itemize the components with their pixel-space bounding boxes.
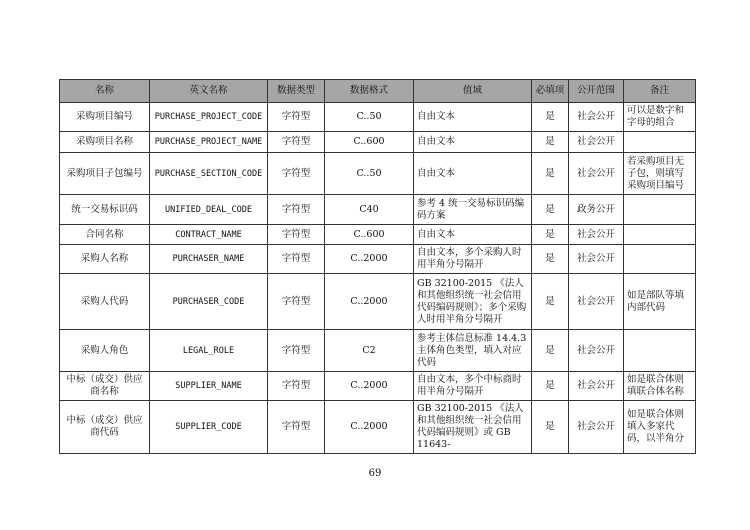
field-note [624,330,696,372]
field-format: C..2000 [325,274,414,330]
field-required: 是 [532,245,569,274]
field-data-type: 字符型 [268,330,325,372]
table-header-row [60,80,696,103]
field-scope: 社会公开 [569,330,624,372]
field-format: C40 [325,195,414,225]
table-row [60,245,696,274]
table-row [60,153,696,195]
field-format: C..50 [325,153,414,195]
field-note [624,132,696,153]
field-required: 是 [532,195,569,225]
field-english-name: UNIFIED_DEAL_CODE [150,195,268,225]
header-cell: 数据格式 [325,80,414,103]
table-row [60,195,696,225]
field-format: C..2000 [325,245,414,274]
field-english-name: PURCHASER_NAME [150,245,268,274]
field-english-name: PURCHASE_SECTION_CODE [150,153,268,195]
field-format: C..50 [325,103,414,132]
field-required: 是 [532,225,569,245]
field-scope: 社会公开 [569,401,624,454]
header-cell: 名称 [60,80,150,103]
field-name: 采购人名称 [60,245,150,274]
field-range: 自由文本，多个中标商时用半角分号隔开 [414,372,532,401]
table-row [60,132,696,153]
field-english-name: SUPPLIER_CODE [150,401,268,454]
field-required: 是 [532,103,569,132]
field-data-type: 字符型 [268,245,325,274]
field-scope: 政务公开 [569,195,624,225]
field-data-type: 字符型 [268,132,325,153]
header-cell: 英文名称 [150,80,268,103]
header-cell: 备注 [624,80,696,103]
table-row [60,225,696,245]
field-scope: 社会公开 [569,274,624,330]
field-range: 自由文本 [414,103,532,132]
field-name: 合同名称 [60,225,150,245]
field-name: 采购项目名称 [60,132,150,153]
field-note [624,225,696,245]
field-note: 如是部队等填内部代码 [624,274,696,330]
field-name: 中标（成交）供应商代码 [60,401,150,454]
field-format: C..2000 [325,401,414,454]
field-name: 统一交易标识码 [60,195,150,225]
field-range: 自由文本 [414,132,532,153]
field-name: 中标（成交）供应商名称 [60,372,150,401]
field-required: 是 [532,401,569,454]
field-range: 自由文本，多个采购人时用半角分号隔开 [414,245,532,274]
field-english-name: CONTRACT_NAME [150,225,268,245]
field-range: 自由文本 [414,225,532,245]
field-data-type: 字符型 [268,401,325,454]
field-note: 若采购项目无子包，则填写采购项目编号 [624,153,696,195]
field-scope: 社会公开 [569,103,624,132]
field-required: 是 [532,274,569,330]
header-cell: 必填项 [532,80,569,103]
field-note: 可以是数字和字母的组合 [624,103,696,132]
field-note: 如是联合体则填联合体名称 [624,372,696,401]
field-note: 如是联合体则填入多家代码，以半角分 [624,401,696,454]
data-spec-table [59,79,696,454]
field-english-name: SUPPLIER_NAME [150,372,268,401]
field-scope: 社会公开 [569,153,624,195]
field-format: C..600 [325,225,414,245]
header-cell: 值域 [414,80,532,103]
field-scope: 社会公开 [569,245,624,274]
field-english-name: PURCHASE_PROJECT_NAME [150,132,268,153]
field-format: C..600 [325,132,414,153]
field-name: 采购项目子包编号 [60,153,150,195]
field-note [624,245,696,274]
field-data-type: 字符型 [268,372,325,401]
field-data-type: 字符型 [268,274,325,330]
field-required: 是 [532,153,569,195]
table-row [60,103,696,132]
field-note [624,195,696,225]
field-name: 采购人代码 [60,274,150,330]
table-row [60,274,696,330]
field-english-name: PURCHASER_CODE [150,274,268,330]
field-scope: 社会公开 [569,225,624,245]
field-data-type: 字符型 [268,103,325,132]
header-cell: 数据类型 [268,80,325,103]
table-row [60,401,696,454]
field-english-name: LEGAL_ROLE [150,330,268,372]
field-range: GB 32100-2015 《法人和其他组织统一社会信用代码编码规则》或 GB 11643- [414,401,532,454]
field-scope: 社会公开 [569,132,624,153]
table-row [60,330,696,372]
field-scope: 社会公开 [569,372,624,401]
field-format: C..2000 [325,372,414,401]
field-name: 采购项目编号 [60,103,150,132]
field-name: 采购人角色 [60,330,150,372]
field-range: GB 32100-2015 《法人和其他组织统一社会信用代码编码规则》；多个采购人时用半角分号隔开 [414,274,532,330]
header-cell: 公开范围 [569,80,624,103]
field-data-type: 字符型 [268,195,325,225]
field-required: 是 [532,330,569,372]
field-data-type: 字符型 [268,225,325,245]
field-english-name: PURCHASE_PROJECT_CODE [150,103,268,132]
field-data-type: 字符型 [268,153,325,195]
field-required: 是 [532,132,569,153]
field-range: 参考主体信息标准 14.4.3 主体角色类型，填入对应代码 [414,330,532,372]
field-range: 自由文本 [414,153,532,195]
field-required: 是 [532,372,569,401]
table-row [60,372,696,401]
page-number: 69 [368,468,382,479]
field-range: 参考 4 统一交易标识码编码方案 [414,195,532,225]
field-format: C2 [325,330,414,372]
